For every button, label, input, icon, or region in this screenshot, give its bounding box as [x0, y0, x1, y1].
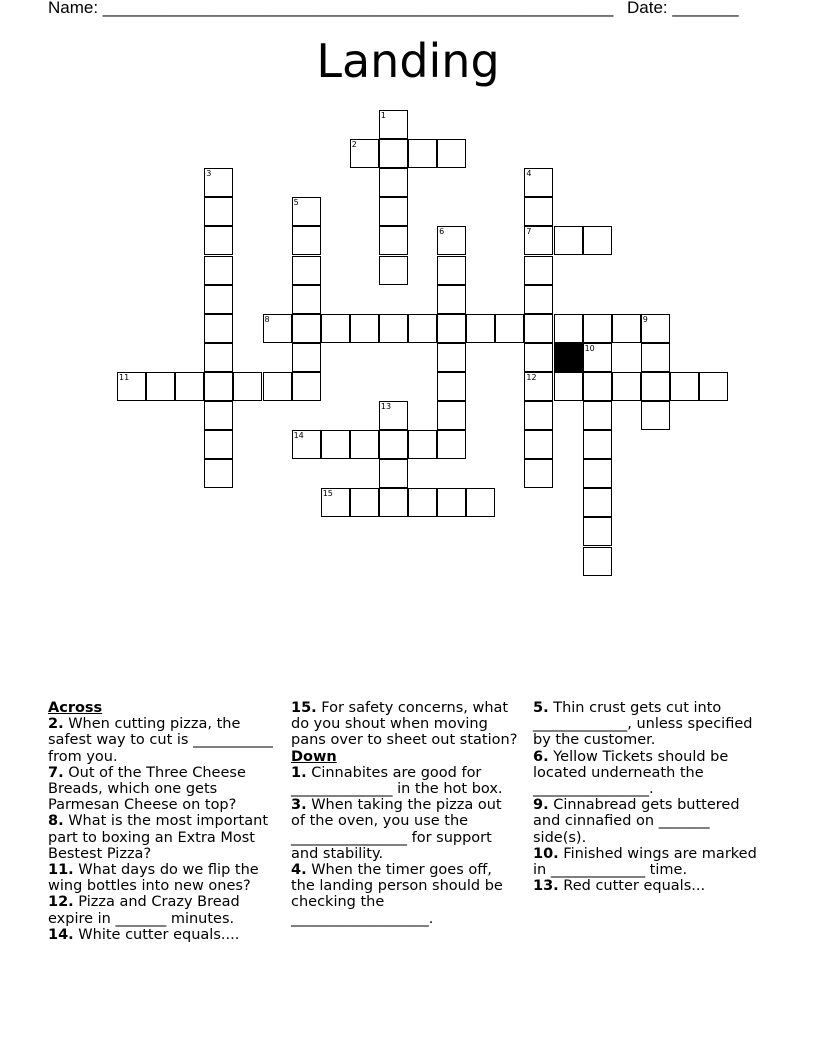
grid-cell[interactable] [379, 197, 408, 226]
grid-cell[interactable] [437, 343, 466, 372]
grid-cell[interactable] [524, 314, 553, 343]
grid-cell[interactable] [321, 430, 350, 459]
grid-cell[interactable] [204, 459, 233, 488]
grid-cell[interactable] [524, 372, 553, 401]
grid-cell[interactable] [670, 372, 699, 401]
clues-column-2 [291, 700, 519, 927]
grid-cell[interactable] [204, 430, 233, 459]
grid-cell[interactable] [379, 168, 408, 197]
grid-cell[interactable] [292, 256, 321, 285]
grid-cell[interactable] [175, 372, 204, 401]
grid-cell[interactable] [204, 343, 233, 372]
grid-cell[interactable] [408, 139, 437, 168]
grid-cell[interactable] [292, 372, 321, 401]
grid-cell[interactable] [524, 430, 553, 459]
grid-cell[interactable] [495, 314, 524, 343]
name-field[interactable]: Name: ______________________________________________________ [48, 0, 614, 17]
grid-cell[interactable] [379, 459, 408, 488]
clue-across-2: 2. When cutting pizza, the safest way to cut is ___________ from you. [48, 716, 273, 765]
grid-cell[interactable] [466, 314, 495, 343]
grid-cell[interactable] [583, 401, 612, 430]
grid-cell[interactable] [583, 517, 612, 546]
grid-cell[interactable] [146, 372, 175, 401]
clue-number: 7 [526, 227, 532, 237]
grid-cell[interactable] [408, 314, 437, 343]
clue-across-7: 7. Out of the Three Cheese Breads, which one gets Parmesan Cheese on top? [48, 764, 246, 814]
grid-cell[interactable] [321, 488, 350, 517]
grid-cell[interactable] [379, 430, 408, 459]
clue-number: 14 [293, 431, 304, 441]
grid-cell[interactable] [437, 226, 466, 255]
grid-cell[interactable] [379, 139, 408, 168]
grid-cell[interactable] [233, 372, 262, 401]
grid-cell[interactable] [263, 372, 292, 401]
grid-cell[interactable] [641, 343, 670, 372]
grid-cell[interactable] [204, 256, 233, 285]
grid-cell[interactable] [583, 343, 612, 372]
grid-cell[interactable] [321, 314, 350, 343]
clue-down-4: 4. When the timer goes off, the landing person should be checking the ___________________. [291, 862, 503, 927]
grid-cell[interactable] [379, 110, 408, 139]
grid-cell[interactable] [437, 401, 466, 430]
clue-down-1: 1. Cinnabites are good for ______________ in the hot box. [291, 764, 503, 798]
grid-cell[interactable] [292, 285, 321, 314]
clue-across-14: 14. White cutter equals.... [48, 926, 240, 943]
grid-cell[interactable] [437, 256, 466, 285]
page-title: Landing [316, 34, 500, 88]
grid-cell[interactable] [204, 314, 233, 343]
clue-number: 2 [351, 140, 357, 150]
grid-cell[interactable] [408, 430, 437, 459]
clue-number: 13 [380, 402, 392, 411]
grid-cell[interactable] [379, 314, 408, 343]
clue-number: 8 [264, 314, 270, 324]
grid-cell[interactable] [583, 488, 612, 517]
grid-cell[interactable] [524, 401, 553, 430]
grid-cell[interactable] [379, 488, 408, 517]
grid-cell[interactable] [554, 226, 583, 255]
grid-cell[interactable] [466, 488, 495, 517]
black-square [554, 343, 583, 372]
grid-cell[interactable] [350, 314, 379, 343]
grid-cell[interactable] [350, 488, 379, 517]
grid-cell[interactable] [204, 226, 233, 255]
grid-cell[interactable] [292, 430, 321, 459]
grid-cell[interactable] [292, 226, 321, 255]
clue-number: 3 [206, 169, 212, 179]
clue-number: 6 [439, 227, 445, 237]
grid-cell[interactable] [117, 372, 146, 401]
clue-down-9: 9. Cinnabread gets buttered and cinnafied on _______ side(s). [533, 797, 740, 846]
clue-across-11: 11. What days do we flip the wing bottles into new ones? [48, 862, 259, 895]
grid-cell[interactable] [204, 197, 233, 226]
grid-cell[interactable] [583, 314, 612, 343]
grid-cell[interactable] [437, 430, 466, 459]
grid-cell[interactable] [524, 168, 553, 197]
grid-cell[interactable] [524, 226, 553, 255]
grid-cell[interactable] [437, 372, 466, 401]
grid-cell[interactable] [379, 226, 408, 255]
grid-cell[interactable] [524, 459, 553, 488]
grid-cell[interactable] [379, 256, 408, 285]
across-heading: Across [48, 700, 103, 716]
grid-cell[interactable] [612, 372, 641, 401]
grid-cell[interactable] [292, 343, 321, 372]
grid-cell[interactable] [204, 285, 233, 314]
grid-cell[interactable] [524, 197, 553, 226]
date-field[interactable]: Date: _______ [627, 0, 739, 17]
clue-number: 5 [293, 198, 299, 208]
clue-across-12: 12. Pizza and Crazy Bread expire in _______ minutes. [48, 894, 240, 927]
clue-across-8: 8. What is the most important part to boxing an Extra Most Bestest Pizza? [48, 813, 269, 862]
clue-number: 15 [322, 489, 333, 499]
clues-column-3 [533, 700, 761, 894]
clues-column-1 [48, 700, 276, 943]
clue-down-10: 10. Finished wings are marked in _____________ time. [533, 845, 757, 879]
grid-cell[interactable] [641, 401, 670, 430]
grid-cell[interactable] [524, 256, 553, 285]
clue-number: 4 [526, 169, 532, 179]
down-heading: Down [291, 748, 337, 765]
clue-number: 10 [584, 343, 595, 353]
grid-cell[interactable] [583, 430, 612, 459]
clue-down-6: 6. Yellow Tickets should be located underneath the ________________. [533, 748, 729, 798]
grid-cell[interactable] [263, 314, 292, 343]
clue-down-13: 13. Red cutter equals... [533, 878, 706, 895]
grid-cell[interactable] [699, 372, 728, 401]
clue-number: 11 [119, 372, 130, 382]
clue-number: 12 [526, 372, 537, 382]
clue-number: 1 [380, 111, 386, 120]
grid-cell[interactable] [204, 168, 233, 197]
grid-cell[interactable] [583, 372, 612, 401]
grid-cell[interactable] [554, 372, 583, 401]
grid-cell[interactable] [583, 459, 612, 488]
clue-down-3: 3. When taking the pizza out of the oven, you use the ________________ for support and stability. [291, 797, 502, 862]
grid-cell[interactable] [524, 285, 553, 314]
grid-cell[interactable] [292, 314, 321, 343]
grid-cell[interactable] [292, 197, 321, 226]
grid-cell[interactable] [204, 401, 233, 430]
clue-down-5: 5. Thin crust gets cut into _____________, unless specified by the customer. [533, 700, 753, 749]
grid-cell[interactable] [641, 372, 670, 401]
grid-cell[interactable] [408, 488, 437, 517]
grid-cell[interactable] [641, 314, 670, 343]
grid-cell[interactable] [612, 314, 641, 343]
grid-cell[interactable] [350, 139, 379, 168]
grid-cell[interactable] [437, 139, 466, 168]
grid-cell[interactable] [583, 226, 612, 255]
grid-cell[interactable] [204, 372, 233, 401]
grid-cell[interactable] [350, 430, 379, 459]
grid-cell[interactable] [583, 547, 612, 576]
grid-cell[interactable] [524, 343, 553, 372]
clue-across-15: 15. For safety concerns, what do you shout when moving pans over to sheet out station? [291, 700, 518, 749]
grid-cell[interactable] [437, 488, 466, 517]
grid-cell[interactable] [437, 285, 466, 314]
clue-number: 9 [642, 314, 648, 324]
grid-cell[interactable] [379, 401, 408, 430]
grid-cell[interactable] [554, 314, 583, 343]
grid-cell[interactable] [437, 314, 466, 343]
